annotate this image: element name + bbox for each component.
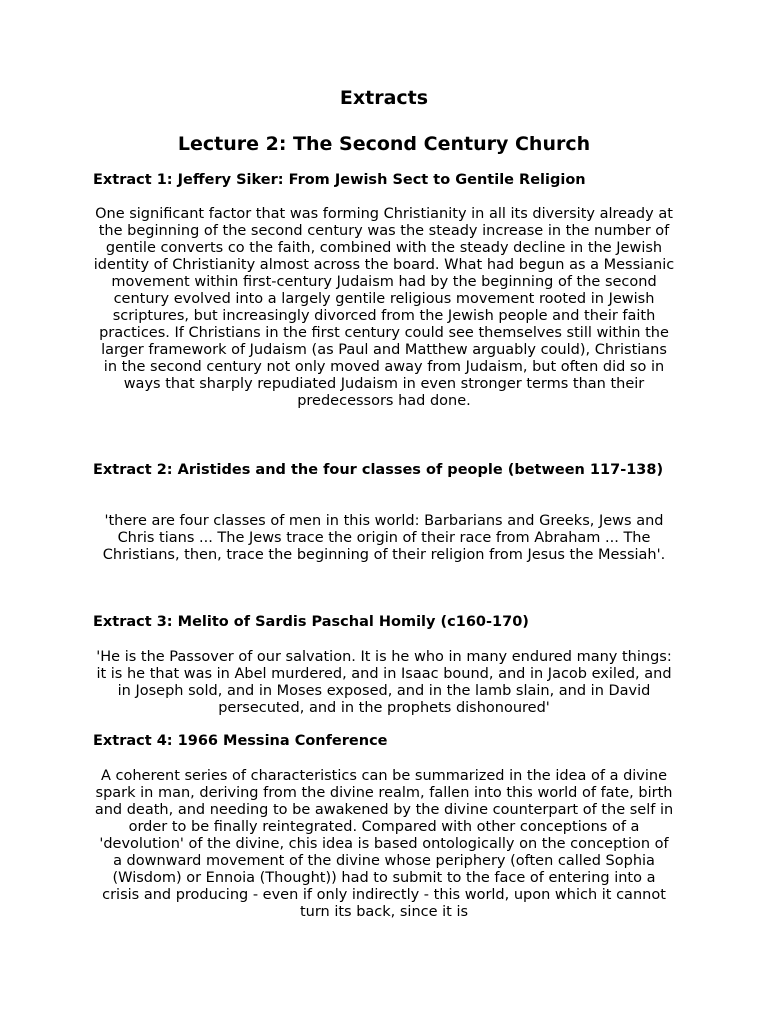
extract-4-text: A coherent series of characteristics can be summarized in the idea of a divine spark in man, deriving from the divine realm, fallen into this world of fate, birth and death, and needing to be awakened by the divine counterpart of the self in order to be finally reintegrated. Compared with other conceptions of a 'devolution' of the divine, chis idea is based ontologically on the conception of a downward movement of the divine whose periphery (often called Sophia (Wisdom) or Ennoia (Thought)) had to submit to the face of entering into a crisis and producing - even if only indirectly - this world, upon which it cannot turn its back, since it is xyxy=(94,768,674,920)
extract-1-text: One significant factor that was forming Christianity in all its diversity already at the beginning of the second century was the steady increase in the number of gentile converts co the faith, combined with the steady decline in the Jewish identity of Christianity almost across the board. What had begun as a Messianic movement within first-century Judaism had by the beginning of the second century evolved into a largely gentile religious movement rooted in Jewish scriptures, but increasingly divorced from the Jewish people and their faith practices. If Christians in the first century could see themselves still within the larger framework of Judaism (as Paul and Matthew arguably could), Christians in the second century not only moved away from Judaism, but often did so in ways that sharply repudiated Judaism in even stronger terms than their predecessors had done. xyxy=(93,206,675,409)
extract-1-heading: Extract 1: Jeffery Siker: From Jewish Sect to Gentile Religion xyxy=(93,172,586,188)
extract-4-heading: Extract 4: 1966 Messina Conference xyxy=(93,733,388,749)
extract-3-heading: Extract 3: Melito of Sardis Paschal Homily (c160-170) xyxy=(93,614,529,630)
document-subtitle: Lecture 2: The Second Century Church xyxy=(177,133,591,155)
extract-3-text: 'He is the Passover of our salvation. It is he who in many endured many things: it is he that was in Abel murdered, and in Isaac bound, and in Jacob exiled, and in Joseph sold, and in Moses exposed, and in the lamb slain, and in David persecuted, and in the prophets dishonoured' xyxy=(96,649,672,716)
extract-2-heading: Extract 2: Aristides and the four classes of people (between 117-138) xyxy=(93,462,664,478)
document-title: Extracts xyxy=(339,87,429,109)
extract-2-text: 'there are four classes of men in this world: Barbarians and Greeks, Jews and Chris tians ... The Jews trace the origin of their race from Abraham ... The Christians, then, trace the beginning of their religion from Jesus the Messiah'. xyxy=(102,513,666,563)
